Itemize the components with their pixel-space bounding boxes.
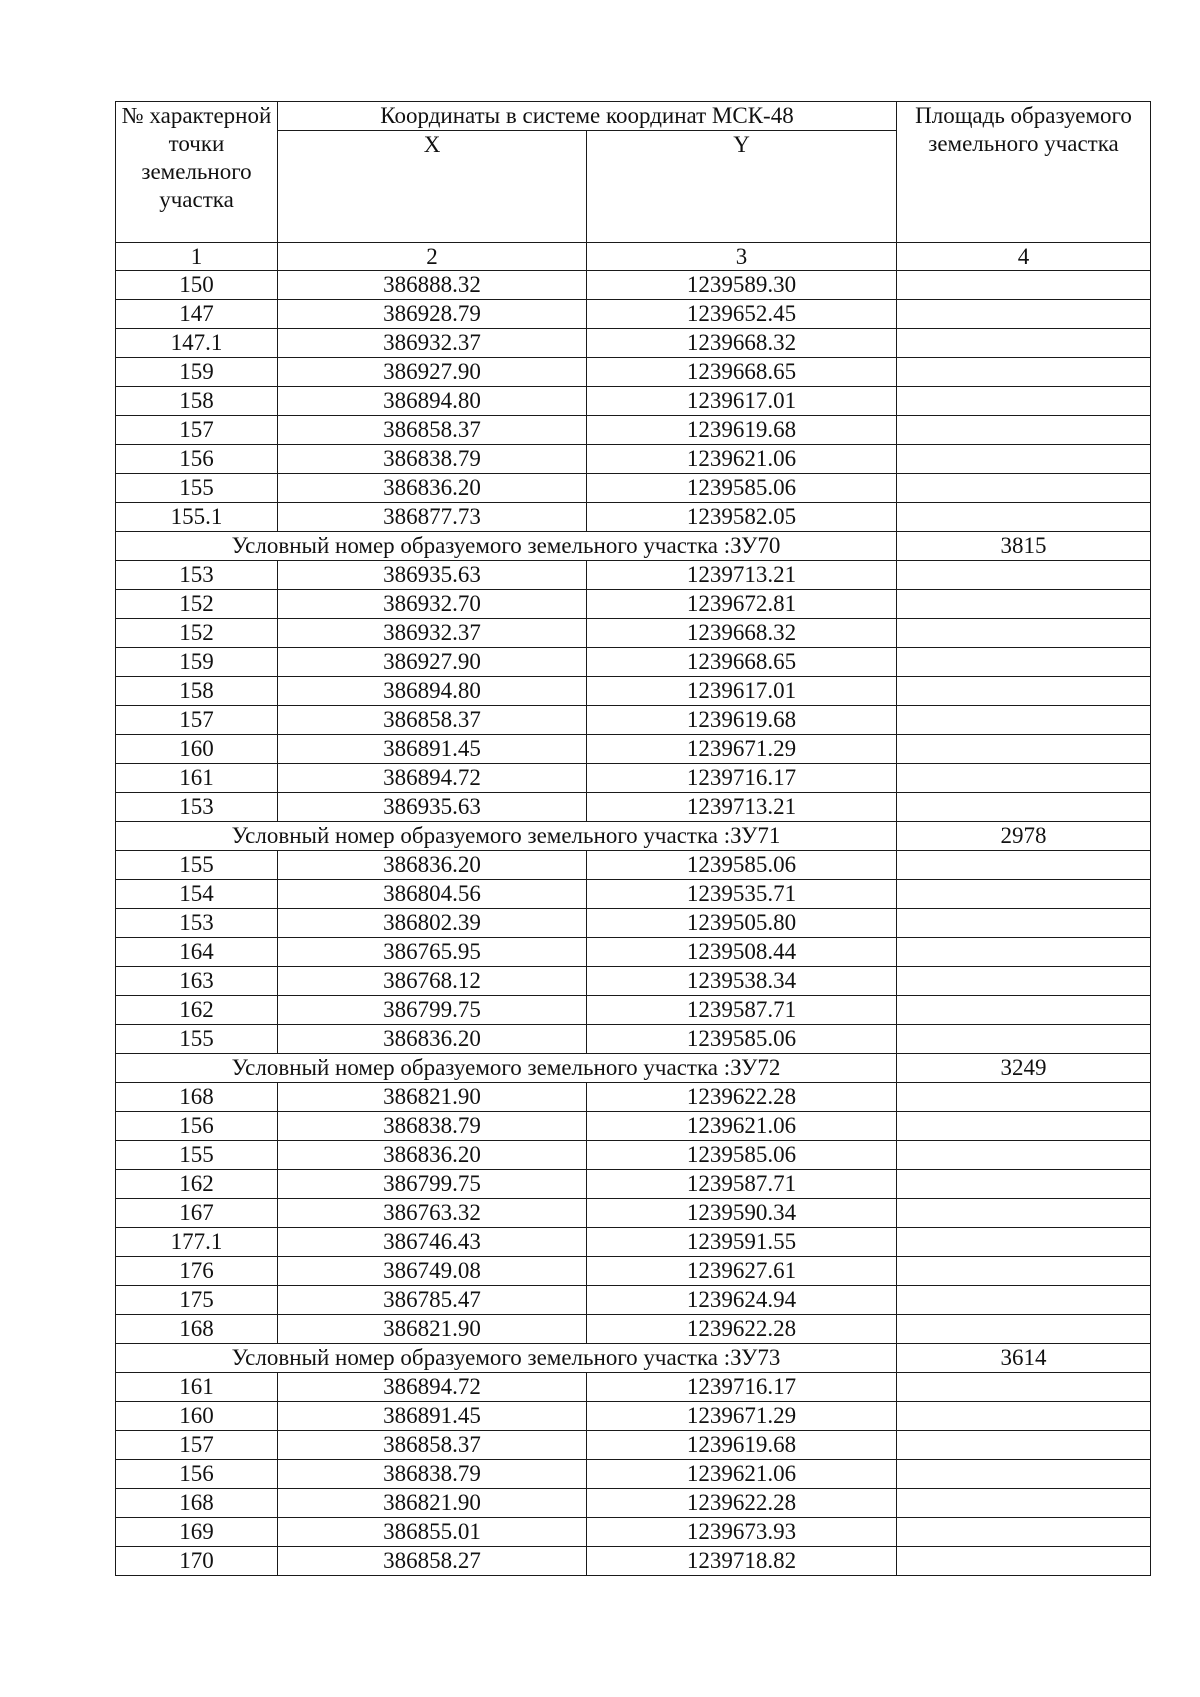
point-number-cell: 153 — [116, 793, 278, 822]
area-cell — [897, 1315, 1151, 1344]
area-cell — [897, 1257, 1151, 1286]
table-row — [116, 677, 1151, 706]
y-coordinate-cell: 1239535.71 — [587, 880, 897, 909]
table-row — [116, 1431, 1151, 1460]
y-coordinate-cell: 1239673.93 — [587, 1518, 897, 1547]
point-number-cell: 161 — [116, 764, 278, 793]
point-number-cell: 155 — [116, 851, 278, 880]
y-coordinate-cell: 1239589.30 — [587, 271, 897, 300]
table-body — [116, 271, 1151, 1576]
area-cell — [897, 1228, 1151, 1257]
plot-title: Условный номер образуемого земельного участка :ЗУ72 — [116, 1054, 897, 1083]
point-number-cell: 160 — [116, 735, 278, 764]
point-number-cell: 164 — [116, 938, 278, 967]
table-row — [116, 1518, 1151, 1547]
point-number-cell: 153 — [116, 561, 278, 590]
y-coordinate-cell: 1239582.05 — [587, 503, 897, 532]
x-coordinate-cell: 386855.01 — [278, 1518, 587, 1547]
point-number-cell: 176 — [116, 1257, 278, 1286]
table-header — [116, 102, 1151, 271]
area-cell — [897, 590, 1151, 619]
area-cell — [897, 851, 1151, 880]
x-coordinate-cell: 386836.20 — [278, 851, 587, 880]
point-number-cell: 157 — [116, 416, 278, 445]
table-row — [116, 1025, 1151, 1054]
point-number-cell: 168 — [116, 1315, 278, 1344]
y-coordinate-cell: 1239585.06 — [587, 1025, 897, 1054]
plot-title: Условный номер образуемого земельного участка :ЗУ71 — [116, 822, 897, 851]
x-coordinate-cell: 386858.37 — [278, 416, 587, 445]
y-coordinate-cell: 1239621.06 — [587, 1460, 897, 1489]
x-coordinate-cell: 386928.79 — [278, 300, 587, 329]
area-cell — [897, 1402, 1151, 1431]
area-cell — [897, 735, 1151, 764]
y-coordinate-cell: 1239713.21 — [587, 793, 897, 822]
y-coordinate-cell: 1239671.29 — [587, 1402, 897, 1431]
point-number-cell: 155 — [116, 474, 278, 503]
area-cell — [897, 1518, 1151, 1547]
x-coordinate-cell: 386932.70 — [278, 590, 587, 619]
area-cell — [897, 1431, 1151, 1460]
area-cell — [897, 648, 1151, 677]
y-coordinate-cell: 1239617.01 — [587, 677, 897, 706]
area-cell — [897, 938, 1151, 967]
area-cell — [897, 329, 1151, 358]
x-coordinate-cell: 386858.27 — [278, 1547, 587, 1576]
y-coordinate-cell: 1239619.68 — [587, 706, 897, 735]
table-row — [116, 474, 1151, 503]
column-number-4: 4 — [897, 243, 1151, 271]
y-coordinate-cell: 1239538.34 — [587, 967, 897, 996]
point-number-cell: 158 — [116, 387, 278, 416]
point-number-cell: 152 — [116, 590, 278, 619]
y-coordinate-cell: 1239621.06 — [587, 445, 897, 474]
x-coordinate-cell: 386894.80 — [278, 677, 587, 706]
point-number-cell: 161 — [116, 1373, 278, 1402]
y-coordinate-cell: 1239627.61 — [587, 1257, 897, 1286]
x-coordinate-cell: 386935.63 — [278, 561, 587, 590]
x-coordinate-cell: 386932.37 — [278, 619, 587, 648]
point-number-cell: 155.1 — [116, 503, 278, 532]
area-cell — [897, 445, 1151, 474]
point-number-cell: 177.1 — [116, 1228, 278, 1257]
x-coordinate-cell: 386838.79 — [278, 445, 587, 474]
plot-title: Условный номер образуемого земельного участка :ЗУ70 — [116, 532, 897, 561]
header-point-number: № характерной точки земельного участка — [116, 102, 278, 243]
area-cell — [897, 271, 1151, 300]
plot-title-row — [116, 1054, 1151, 1083]
y-coordinate-cell: 1239585.06 — [587, 474, 897, 503]
x-coordinate-cell: 386836.20 — [278, 474, 587, 503]
table-row — [116, 387, 1151, 416]
x-coordinate-cell: 386746.43 — [278, 1228, 587, 1257]
point-number-cell: 167 — [116, 1199, 278, 1228]
x-coordinate-cell: 386836.20 — [278, 1141, 587, 1170]
point-number-cell: 169 — [116, 1518, 278, 1547]
area-cell — [897, 764, 1151, 793]
x-coordinate-cell: 386838.79 — [278, 1112, 587, 1141]
y-coordinate-cell: 1239624.94 — [587, 1286, 897, 1315]
x-coordinate-cell: 386891.45 — [278, 735, 587, 764]
table-row — [116, 503, 1151, 532]
point-number-cell: 162 — [116, 996, 278, 1025]
x-coordinate-cell: 386894.72 — [278, 1373, 587, 1402]
area-cell — [897, 1025, 1151, 1054]
area-cell — [897, 300, 1151, 329]
point-number-cell: 159 — [116, 648, 278, 677]
area-cell — [897, 1112, 1151, 1141]
point-number-cell: 147.1 — [116, 329, 278, 358]
table-row — [116, 996, 1151, 1025]
x-coordinate-cell: 386836.20 — [278, 1025, 587, 1054]
plot-title-row — [116, 532, 1151, 561]
table-row — [116, 561, 1151, 590]
y-coordinate-cell: 1239591.55 — [587, 1228, 897, 1257]
plot-area: 3614 — [897, 1344, 1151, 1373]
x-coordinate-cell: 386804.56 — [278, 880, 587, 909]
table-row — [116, 329, 1151, 358]
column-number-2: 2 — [278, 243, 587, 271]
point-number-cell: 163 — [116, 967, 278, 996]
area-cell — [897, 880, 1151, 909]
table-row — [116, 416, 1151, 445]
x-coordinate-cell: 386765.95 — [278, 938, 587, 967]
point-number-cell: 175 — [116, 1286, 278, 1315]
area-cell — [897, 1373, 1151, 1402]
point-number-cell: 156 — [116, 1112, 278, 1141]
table-row — [116, 1402, 1151, 1431]
header-x: X — [278, 131, 587, 243]
y-coordinate-cell: 1239622.28 — [587, 1315, 897, 1344]
y-coordinate-cell: 1239587.71 — [587, 996, 897, 1025]
table-row — [116, 764, 1151, 793]
y-coordinate-cell: 1239622.28 — [587, 1489, 897, 1518]
y-coordinate-cell: 1239668.32 — [587, 619, 897, 648]
y-coordinate-cell: 1239505.80 — [587, 909, 897, 938]
x-coordinate-cell: 386935.63 — [278, 793, 587, 822]
table-row — [116, 300, 1151, 329]
x-coordinate-cell: 386858.37 — [278, 1431, 587, 1460]
x-coordinate-cell: 386749.08 — [278, 1257, 587, 1286]
point-number-cell: 150 — [116, 271, 278, 300]
header-area: Площадь образуемого земельного участка — [897, 102, 1151, 243]
x-coordinate-cell: 386858.37 — [278, 706, 587, 735]
x-coordinate-cell: 386785.47 — [278, 1286, 587, 1315]
y-coordinate-cell: 1239713.21 — [587, 561, 897, 590]
area-cell — [897, 1141, 1151, 1170]
area-cell — [897, 387, 1151, 416]
point-number-cell: 168 — [116, 1489, 278, 1518]
x-coordinate-cell: 386894.80 — [278, 387, 587, 416]
area-cell — [897, 793, 1151, 822]
y-coordinate-cell: 1239585.06 — [587, 1141, 897, 1170]
point-number-cell: 147 — [116, 300, 278, 329]
plot-area: 3815 — [897, 532, 1151, 561]
x-coordinate-cell: 386763.32 — [278, 1199, 587, 1228]
table-row — [116, 1373, 1151, 1402]
y-coordinate-cell: 1239508.44 — [587, 938, 897, 967]
x-coordinate-cell: 386927.90 — [278, 648, 587, 677]
y-coordinate-cell: 1239668.65 — [587, 648, 897, 677]
area-cell — [897, 358, 1151, 387]
point-number-cell: 156 — [116, 1460, 278, 1489]
table-row — [116, 793, 1151, 822]
area-cell — [897, 1547, 1151, 1576]
table-row — [116, 1112, 1151, 1141]
table-row — [116, 851, 1151, 880]
table-row — [116, 648, 1151, 677]
point-number-cell: 157 — [116, 1431, 278, 1460]
x-coordinate-cell: 386932.37 — [278, 329, 587, 358]
column-number-3: 3 — [587, 243, 897, 271]
point-number-cell: 168 — [116, 1083, 278, 1112]
x-coordinate-cell: 386877.73 — [278, 503, 587, 532]
table-row — [116, 1141, 1151, 1170]
x-coordinate-cell: 386802.39 — [278, 909, 587, 938]
table-row — [116, 1286, 1151, 1315]
table-row — [116, 1170, 1151, 1199]
area-cell — [897, 1286, 1151, 1315]
x-coordinate-cell: 386821.90 — [278, 1315, 587, 1344]
area-cell — [897, 416, 1151, 445]
table-row — [116, 445, 1151, 474]
area-cell — [897, 677, 1151, 706]
plot-title-row — [116, 1344, 1151, 1373]
point-number-cell: 160 — [116, 1402, 278, 1431]
area-cell — [897, 996, 1151, 1025]
point-number-cell: 158 — [116, 677, 278, 706]
table-row — [116, 1315, 1151, 1344]
x-coordinate-cell: 386821.90 — [278, 1489, 587, 1518]
area-cell — [897, 1170, 1151, 1199]
plot-area: 2978 — [897, 822, 1151, 851]
table-row — [116, 1460, 1151, 1489]
column-number-1: 1 — [116, 243, 278, 271]
header-coordinates: Координаты в системе координат МСК-48 — [278, 102, 897, 131]
area-cell — [897, 1199, 1151, 1228]
table-row — [116, 1228, 1151, 1257]
table-row — [116, 735, 1151, 764]
point-number-cell: 152 — [116, 619, 278, 648]
table-row — [116, 880, 1151, 909]
table-row — [116, 271, 1151, 300]
table-row — [116, 590, 1151, 619]
area-cell — [897, 561, 1151, 590]
plot-title: Условный номер образуемого земельного участка :ЗУ73 — [116, 1344, 897, 1373]
point-number-cell: 154 — [116, 880, 278, 909]
area-cell — [897, 706, 1151, 735]
area-cell — [897, 967, 1151, 996]
table-row — [116, 706, 1151, 735]
y-coordinate-cell: 1239619.68 — [587, 416, 897, 445]
point-number-cell: 157 — [116, 706, 278, 735]
y-coordinate-cell: 1239668.65 — [587, 358, 897, 387]
x-coordinate-cell: 386927.90 — [278, 358, 587, 387]
table-row — [116, 358, 1151, 387]
table-row — [116, 1489, 1151, 1518]
y-coordinate-cell: 1239587.71 — [587, 1170, 897, 1199]
y-coordinate-cell: 1239585.06 — [587, 851, 897, 880]
area-cell — [897, 1460, 1151, 1489]
x-coordinate-cell: 386821.90 — [278, 1083, 587, 1112]
point-number-cell: 162 — [116, 1170, 278, 1199]
x-coordinate-cell: 386799.75 — [278, 996, 587, 1025]
table-row — [116, 967, 1151, 996]
table-row — [116, 1547, 1151, 1576]
x-coordinate-cell: 386894.72 — [278, 764, 587, 793]
x-coordinate-cell: 386768.12 — [278, 967, 587, 996]
x-coordinate-cell: 386888.32 — [278, 271, 587, 300]
point-number-cell: 156 — [116, 445, 278, 474]
area-cell — [897, 1083, 1151, 1112]
area-cell — [897, 503, 1151, 532]
x-coordinate-cell: 386891.45 — [278, 1402, 587, 1431]
area-cell — [897, 619, 1151, 648]
point-number-cell: 170 — [116, 1547, 278, 1576]
point-number-cell: 155 — [116, 1025, 278, 1054]
y-coordinate-cell: 1239621.06 — [587, 1112, 897, 1141]
point-number-cell: 155 — [116, 1141, 278, 1170]
x-coordinate-cell: 386799.75 — [278, 1170, 587, 1199]
y-coordinate-cell: 1239672.81 — [587, 590, 897, 619]
table-row — [116, 1083, 1151, 1112]
table-row — [116, 938, 1151, 967]
point-number-cell: 153 — [116, 909, 278, 938]
y-coordinate-cell: 1239590.34 — [587, 1199, 897, 1228]
area-cell — [897, 909, 1151, 938]
column-number-row — [116, 243, 1151, 271]
y-coordinate-cell: 1239619.68 — [587, 1431, 897, 1460]
coordinates-table — [115, 101, 1151, 1576]
area-cell — [897, 1489, 1151, 1518]
table-row — [116, 1257, 1151, 1286]
y-coordinate-cell: 1239617.01 — [587, 387, 897, 416]
x-coordinate-cell: 386838.79 — [278, 1460, 587, 1489]
table-row — [116, 1199, 1151, 1228]
y-coordinate-cell: 1239652.45 — [587, 300, 897, 329]
header-y: Y — [587, 131, 897, 243]
area-cell — [897, 474, 1151, 503]
table-row — [116, 909, 1151, 938]
y-coordinate-cell: 1239716.17 — [587, 1373, 897, 1402]
table-row — [116, 619, 1151, 648]
point-number-cell: 159 — [116, 358, 278, 387]
y-coordinate-cell: 1239668.32 — [587, 329, 897, 358]
y-coordinate-cell: 1239671.29 — [587, 735, 897, 764]
plot-area: 3249 — [897, 1054, 1151, 1083]
y-coordinate-cell: 1239622.28 — [587, 1083, 897, 1112]
y-coordinate-cell: 1239718.82 — [587, 1547, 897, 1576]
plot-title-row — [116, 822, 1151, 851]
y-coordinate-cell: 1239716.17 — [587, 764, 897, 793]
